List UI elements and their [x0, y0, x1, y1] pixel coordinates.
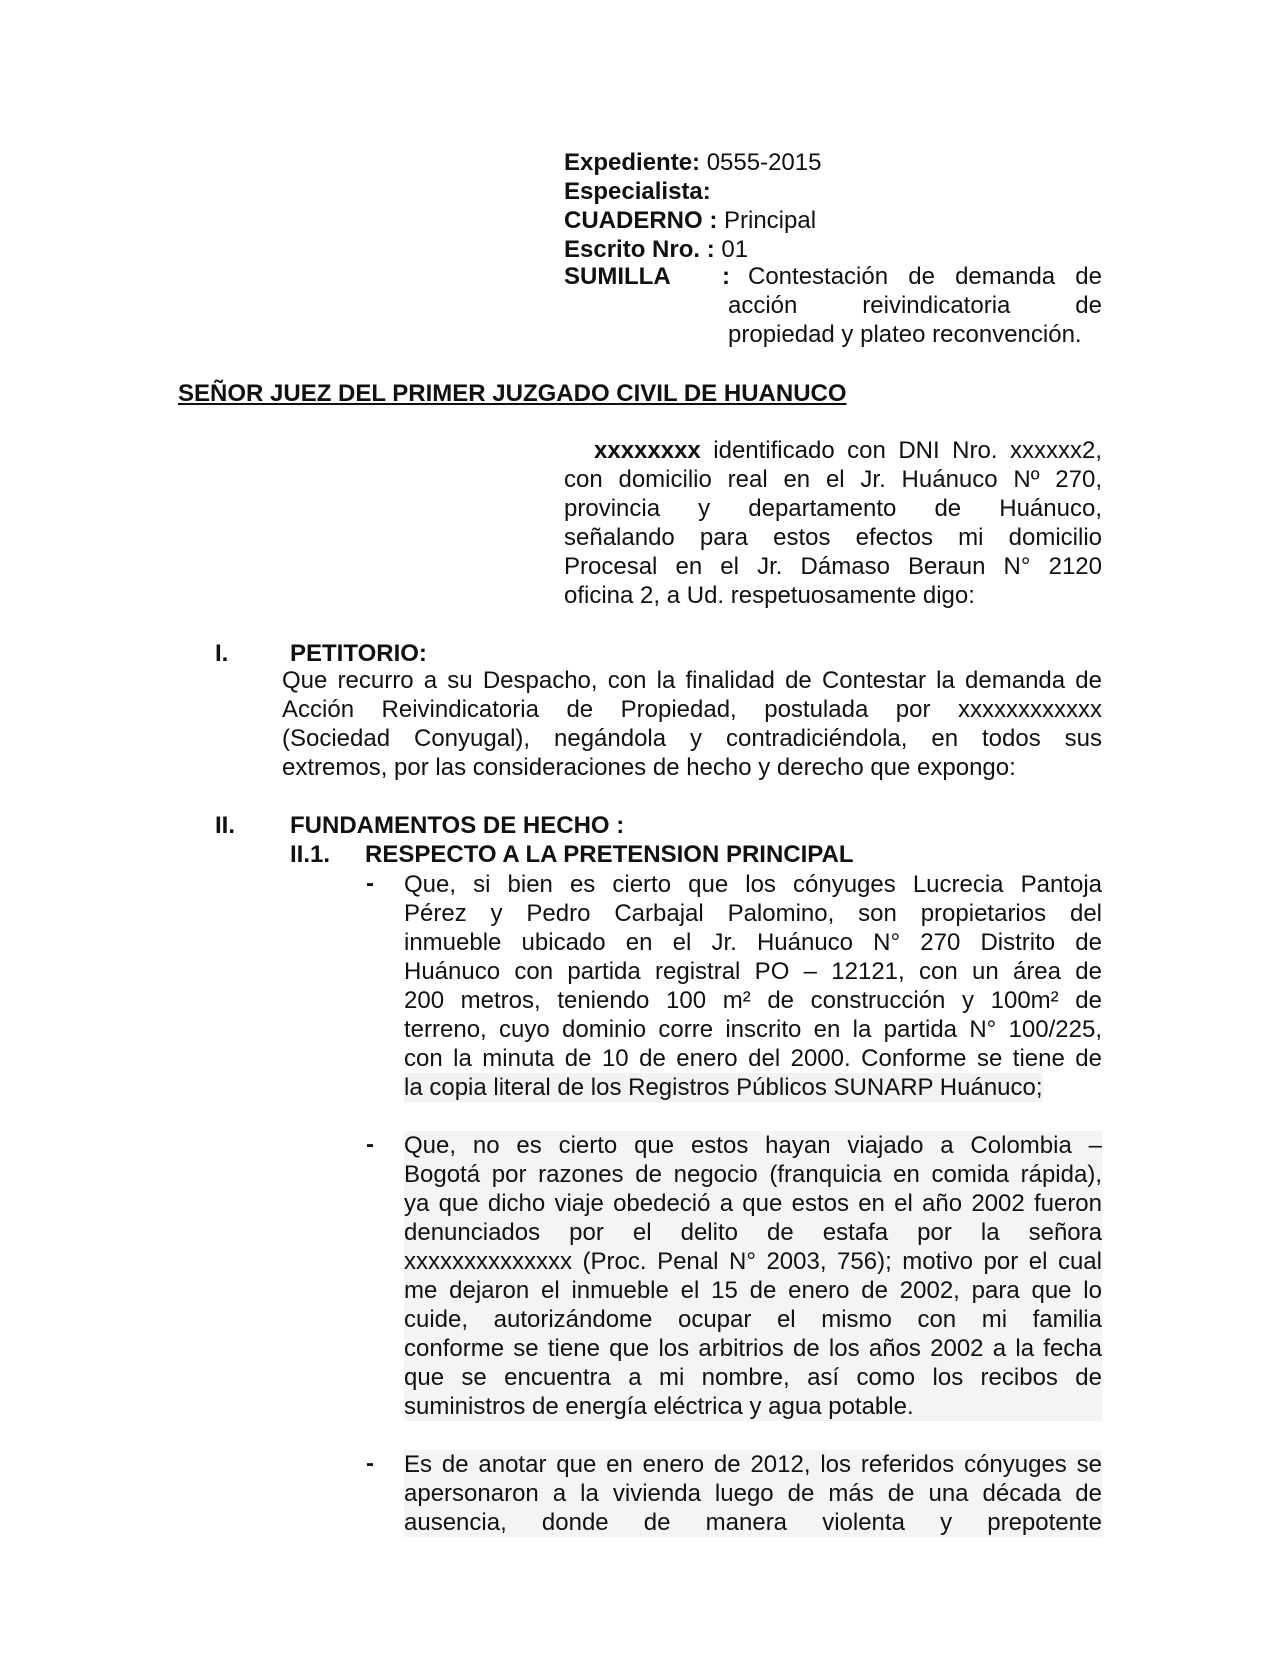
sumilla-text-cont — [728, 291, 1102, 349]
bullet-1-line: Que, si bien es cierto que los cónyuges Lucrecia Pantoja — [404, 871, 1102, 898]
intro-line-1 — [564, 436, 1102, 465]
intro-line-1-rest: identificado con DNI Nro. xxxxxx2, — [700, 437, 1102, 464]
bullet-2-line: xxxxxxxxxxxxxx (Proc. Penal N° 2003, 756); motivo por el cual — [404, 1248, 1102, 1275]
bullet-1-line: terreno, cuyo dominio corre inscrito en la partida N° 100/225, — [404, 1016, 1102, 1043]
subsection-number: II.1. — [290, 841, 331, 868]
bullet-3-line: Es de anotar que en enero de 2012, los referidos cónyuges se — [404, 1451, 1102, 1478]
section-2-title: FUNDAMENTOS DE HECHO : — [290, 812, 625, 839]
bullet-2 — [404, 1131, 1102, 1421]
bullet-2-line: cuide, autorizándome ocupar el mismo con mi familia — [404, 1306, 1102, 1333]
bullet-3-line: apersonaron a la vivienda luego de más de una década de — [404, 1480, 1102, 1507]
sumilla-text — [748, 262, 1102, 291]
expediente-line — [564, 148, 821, 177]
intro-line: Procesal en el Jr. Dámaso Beraun N° 2120 — [564, 553, 1102, 580]
intro-line: señalando para estos efectos mi domicilio — [564, 524, 1102, 551]
escrito-label: Escrito Nro. : — [564, 236, 715, 263]
expediente-value: 0555-2015 — [700, 149, 822, 176]
section-1-line: (Sociedad Conyugal), negándola y contradiciéndola, en todos sus — [282, 725, 1102, 752]
sumilla-colon: : — [722, 263, 730, 290]
bullet-2-line: que se encuentra a mi nombre, así como los recibos de — [404, 1364, 1102, 1391]
subsection-title: RESPECTO A LA PRETENSION PRINCIPAL — [365, 841, 854, 868]
bullet-1-line: Huánuco con partida registral PO – 12121, con un área de — [404, 958, 1102, 985]
cuaderno-line — [564, 206, 816, 235]
bullet-marker: - — [366, 1131, 374, 1158]
intro-line: con domicilio real en el Jr. Huánuco Nº 270, — [564, 466, 1102, 493]
bullet-marker: - — [366, 1450, 374, 1477]
section-1-title: PETITORIO: — [290, 640, 427, 667]
escrito-line — [564, 235, 748, 264]
sumilla-line: Contestación de demanda de — [748, 263, 1102, 290]
bullet-2-line: me dejaron el inmueble el 15 de enero de 2002, para que lo — [404, 1277, 1102, 1304]
cuaderno-label: CUADERNO : — [564, 207, 718, 234]
section-1-number: I. — [215, 640, 229, 667]
bullet-1-line: con la minuta de 10 de enero del 2000. Conforme se tiene de — [404, 1045, 1102, 1072]
section-1-body — [282, 666, 1102, 782]
bullet-2-line: Que, no es cierto que estos hayan viajado a Colombia – — [404, 1132, 1102, 1159]
intro-line: provincia y departamento de Huánuco, — [564, 495, 1102, 522]
bullet-2-line: conforme se tiene que los arbitrios de los años 2002 a la fecha — [404, 1335, 1102, 1362]
bullet-marker: - — [366, 870, 374, 897]
sumilla-line: propiedad y plateo reconvención. — [728, 321, 1082, 348]
especialista-line — [564, 177, 711, 206]
bullet-3-line: ausencia, donde de manera violenta y prepotente — [404, 1509, 1102, 1536]
section-1-line: extremos, por las consideraciones de hecho y derecho que expongo: — [282, 754, 1016, 781]
escrito-value: 01 — [714, 236, 749, 263]
expediente-label: Expediente: — [564, 149, 701, 176]
especialista-label: Especialista: — [564, 178, 711, 205]
section-1-line: Acción Reivindicatoria de Propiedad, postulada por xxxxxxxxxxxx — [282, 696, 1102, 723]
party-name: xxxxxxxx — [594, 437, 701, 464]
bullet-2-line: ya que dicho viaje obedeció a que estos en el año 2002 fueron — [404, 1190, 1102, 1217]
bullet-1-line: inmueble ubicado en el Jr. Huánuco N° 270 Distrito de — [404, 929, 1102, 956]
intro-line: oficina 2, a Ud. respetuosamente digo: — [564, 582, 975, 609]
bullet-2-line: denunciados por el delito de estafa por la señora — [404, 1219, 1102, 1246]
section-2-number: II. — [215, 812, 236, 839]
bullet-1-line: 200 metros, teniendo 100 m² de construcción y 100m² de — [404, 987, 1102, 1014]
bullet-1-line: Pérez y Pedro Carbajal Palomino, son propietarios del — [404, 900, 1102, 927]
bullet-1-line: la copia literal de los Registros Públicos SUNARP Huánuco; — [404, 1074, 1043, 1101]
sumilla-line: acción reivindicatoria de — [728, 292, 1102, 319]
sumilla-label: SUMILLA — [564, 263, 671, 290]
bullet-1 — [404, 870, 1102, 1102]
section-1-line: Que recurro a su Despacho, con la finalidad de Contestar la demanda de — [282, 667, 1102, 694]
bullet-3 — [404, 1450, 1102, 1537]
cuaderno-value: Principal — [717, 207, 817, 234]
intro-paragraph — [564, 436, 1102, 610]
addressee-heading: SEÑOR JUEZ DEL PRIMER JUZGADO CIVIL DE HUANUCO — [178, 380, 847, 407]
bullet-2-line: Bogotá por razones de negocio (franquicia en comida rápida), — [404, 1161, 1102, 1188]
bullet-2-line: suministros de energía eléctrica y agua potable. — [404, 1393, 914, 1420]
